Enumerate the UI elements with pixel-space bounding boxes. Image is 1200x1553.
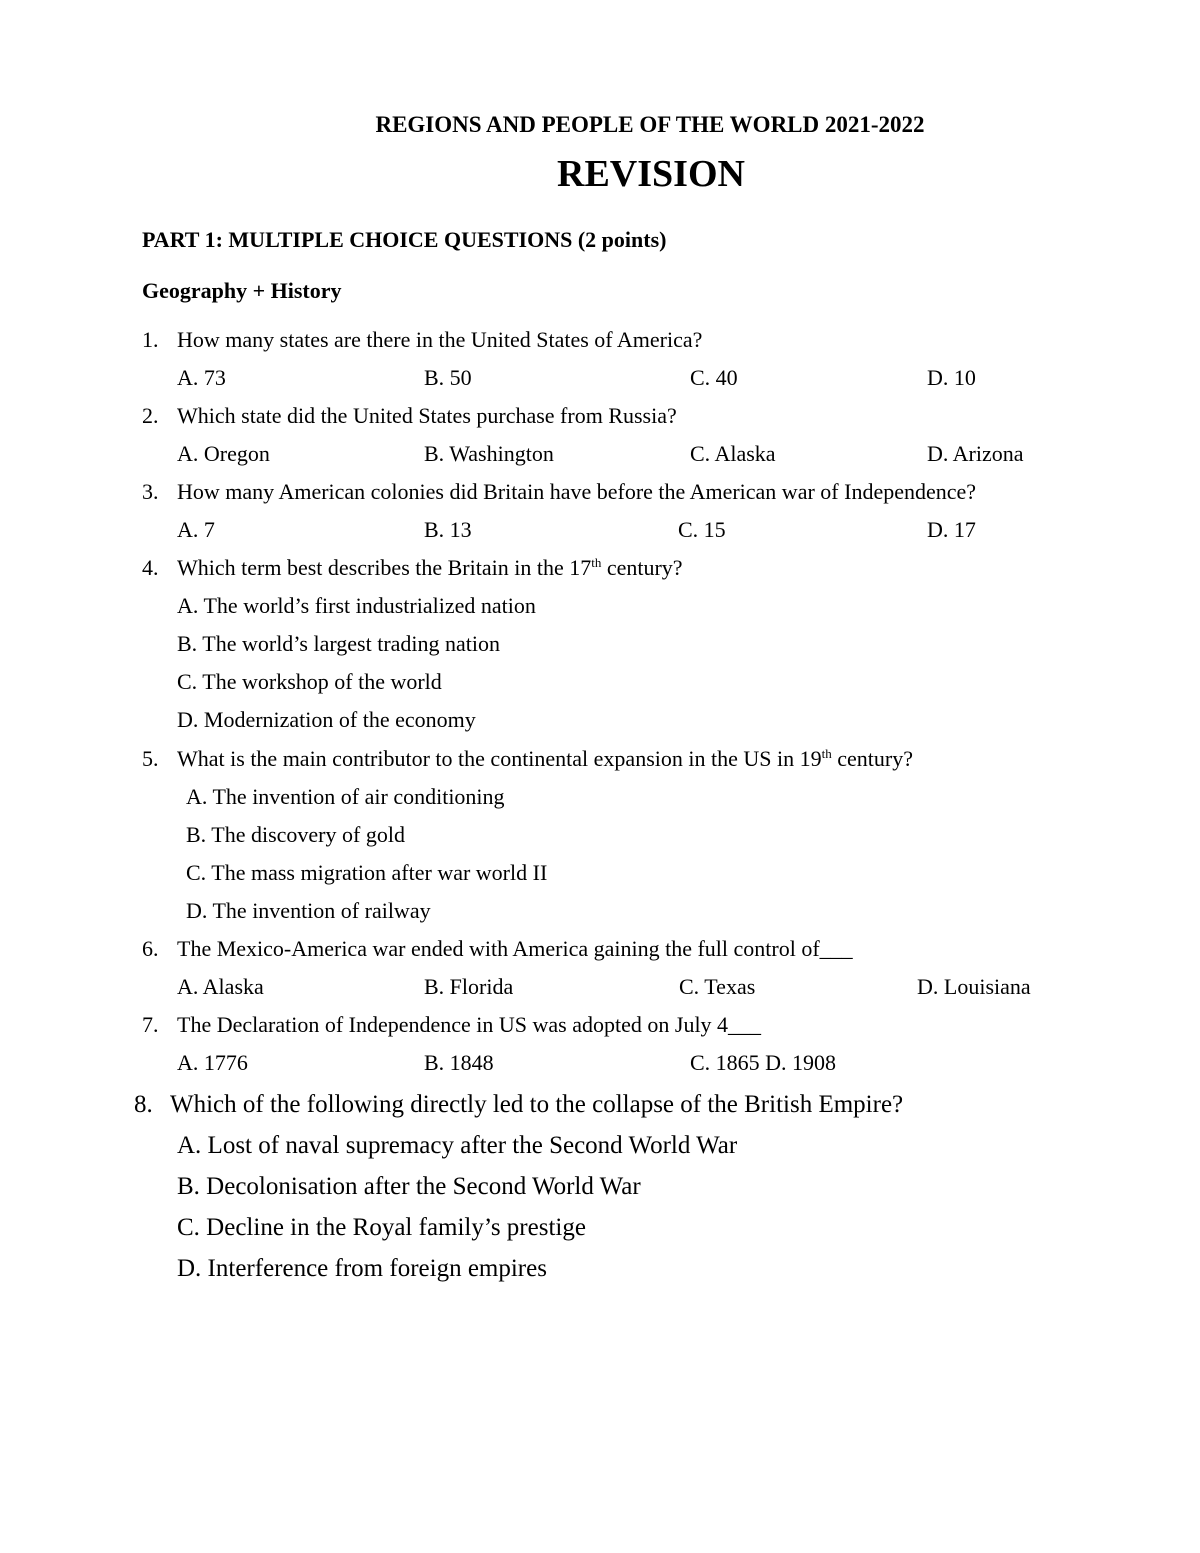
option-3a: A. 7 <box>177 517 215 542</box>
option-7a: A. 1776 <box>177 1050 248 1075</box>
option-6c: C. Texas <box>679 974 756 999</box>
option-2c: C. Alaska <box>690 441 776 466</box>
section-heading: Geography + History <box>142 278 342 303</box>
option-6a: A. Alaska <box>177 974 264 999</box>
option-8c: C. Decline in the Royal family’s prestige <box>177 1214 586 1241</box>
question-text: The Mexico-America war ended with America gaining the full control of___ <box>177 936 853 961</box>
question-text: What is the main contributor to the continental expansion in the US in 19th century? <box>177 746 913 771</box>
option-4c: C. The workshop of the world <box>177 669 442 694</box>
question-text: Which of the following directly led to the collapse of the British Empire? <box>170 1091 904 1118</box>
part-heading: PART 1: MULTIPLE CHOICE QUESTIONS (2 points) <box>142 227 667 252</box>
question-number: 1. <box>142 327 159 352</box>
question-text: The Declaration of Independence in US was adopted on July 4___ <box>177 1012 762 1037</box>
option-8a: A. Lost of naval supremacy after the Second World War <box>177 1132 738 1159</box>
option-2b: B. Washington <box>424 441 554 466</box>
option-3c: C. 15 <box>678 517 726 542</box>
option-4b: B. The world’s largest trading nation <box>177 631 501 656</box>
question-number: 8. <box>134 1091 153 1118</box>
option-5c: C. The mass migration after war world II <box>186 860 548 885</box>
question-number: 3. <box>142 479 159 504</box>
option-3d: D. 17 <box>927 517 976 542</box>
question-text: Which state did the United States purchase from Russia? <box>177 403 677 428</box>
document-subtitle: REVISION <box>557 153 745 195</box>
option-1d: D. 10 <box>927 365 976 390</box>
question-number: 2. <box>142 403 159 428</box>
option-5b: B. The discovery of gold <box>186 822 405 847</box>
question-number: 6. <box>142 936 159 961</box>
option-2a: A. Oregon <box>177 441 270 466</box>
option-1b: B. 50 <box>424 365 472 390</box>
option-5d: D. The invention of railway <box>186 898 431 923</box>
option-4d: D. Modernization of the economy <box>177 707 476 732</box>
option-7b: B. 1848 <box>424 1050 494 1075</box>
option-3b: B. 13 <box>424 517 472 542</box>
question-number: 7. <box>142 1012 159 1037</box>
question-text: How many states are there in the United States of America? <box>177 327 703 352</box>
option-2d: D. Arizona <box>927 441 1024 466</box>
option-1a: A. 73 <box>177 365 226 390</box>
option-6b: B. Florida <box>424 974 514 999</box>
option-6d: D. Louisiana <box>917 974 1031 999</box>
option-5a: A. The invention of air conditioning <box>186 784 505 809</box>
question-number: 5. <box>142 746 159 771</box>
question-number: 4. <box>142 555 159 580</box>
option-7cd: C. 1865 D. 1908 <box>690 1050 837 1075</box>
option-4a: A. The world’s first industrialized nation <box>177 593 536 618</box>
option-1c: C. 40 <box>690 365 738 390</box>
question-text: How many American colonies did Britain have before the American war of Independence? <box>177 479 977 504</box>
document-title: REGIONS AND PEOPLE OF THE WORLD 2021-2022 <box>375 112 925 137</box>
option-8b: B. Decolonisation after the Second World War <box>177 1173 641 1200</box>
option-8d: D. Interference from foreign empires <box>177 1255 547 1282</box>
question-text: Which term best describes the Britain in the 17th century? <box>177 555 683 580</box>
